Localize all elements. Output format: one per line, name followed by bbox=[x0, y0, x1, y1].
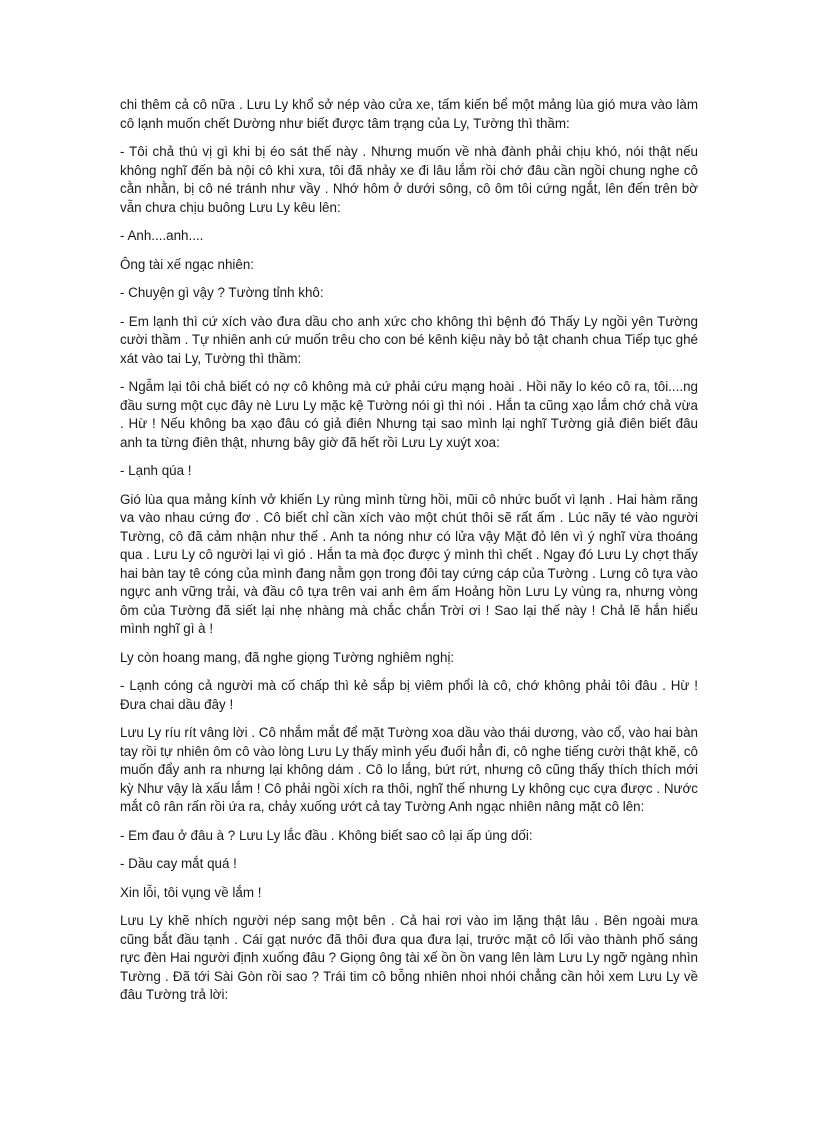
paragraph: - Ngẫm lại tôi chả biết có nợ cô không mà cứ phải cứu mạng hoài . Hồi nãy lo kéo cô ra, tôi....ng đầu sưng một cục đây nè Lưu Ly mặc kệ Tường nói gì thì nói . Hắn ta cũng xạo lắm chớ chả vừa . Hừ ! Nếu không ba xạo đâu có giả điên Nhưng tại sao mình lại nghĩ Tường giả điên biết đâu anh ta từng điên thật, nhưng bây giờ đã hết rồi Lưu Ly xuýt xoa: bbox=[120, 379, 698, 450]
paragraph: - Chuyện gì vậy ? Tường tỉnh khô: bbox=[120, 285, 324, 300]
paragraph: - Em đau ở đâu à ? Lưu Ly lắc đầu . Không biết sao cô lại ấp úng dối: bbox=[120, 827, 533, 843]
story-text bbox=[120, 96, 698, 1015]
paragraph: Gió lùa qua mảng kính vở khiến Ly rùng mình từng hồi, mũi cô nhức buốt vì lạnh . Hai hàm răng va vào nhau cứng đơ . Cô biết chỉ cần xích vào một chút thôi sẽ rất ấm . Lúc nãy té vào người Tường, cô đã cảm nhận như thế . Anh ta nóng như có lửa vậy Mặt đỏ lên vì ý nghĩ vừa thoáng qua . Lưu Ly cô người lại vì gió . Hắn ta mà đọc được ý mình thì chết . Ngay đó Lưu Ly chợt thấy hai bàn tay tê cóng của mình đang nằm gọn trong đôi tay cứng cáp của Tường . Lưng cô tựa vào ngực anh vững trải, và đầu cô tựa trên vai anh êm ấm Hoảng hồn Lưu Ly vùng ra, nhưng vòng ôm của Tường đã siết lại nhẹ nhàng mà chắc chắn Trời ơi ! Sao lại thế này ! Chả lẽ hắn hiểu mình nghĩ gì à ! bbox=[120, 491, 698, 636]
paragraph: Ông tài xế ngạc nhiên: bbox=[120, 256, 254, 272]
paragraph: Lưu Ly khẽ nhích người nép sang một bên . Cả hai rơi vào im lặng thật lâu . Bên ngoài mưa cũng bắt đầu tạnh . Cái gạt nước đã thôi đưa qua đưa lại, trước mặt cô lối vào thành phố sáng rực đèn Hai người định xuống đâu ? Giọng ông tài xế ồn ồn vang lên làm Lưu Ly ngỡ ngàng nhìn Tường . Đã tới Sài Gòn rồi sao ? Trái tim cô bỗng nhiên nhoi nhói chẳng cần hỏi xem Lưu Ly về đâu Tường trả lời: bbox=[120, 913, 698, 1002]
paragraph: - Tôi chả thú vị gì khi bị éo sát thế này . Nhưng muốn về nhà đành phải chịu khó, nói thật nếu không nghĩ đến bà nội cô khi xưa, tôi đã nhảy xe đi lâu lắm rồi chớ đâu cần ngồi chung nghe cô cằn nhằn, bị cô né tránh như vầy . Nhớ hôm ở dưới sông, cô ôm tôi cứng ngắt, lên đến trên bờ vẫn chưa chịu buông Lưu Ly kêu lên: bbox=[120, 144, 698, 215]
paragraph: Lưu Ly ríu rít vâng lời . Cô nhắm mắt để mặt Tường xoa dầu vào thái dương, vào cổ, vào hai bàn tay rồi tự nhiên ôm cô vào lòng Lưu Ly thấy mình yếu đuối hẳn đi, cô nghe tiếng cười thật khẽ, cô muốn đẩy anh ra nhưng lại không dám . Cô lo lắng, bứt rứt, nhưng cô cũng thấy thích thích mới kỳ Như vậy là xấu lắm ! Cô phải ngồi xích ra thôi, nghĩ thế nhưng Ly không cục cựa được . Nước mắt cô rân rấn rồi ứa ra, chảy xuống ướt cả tay Tường Anh ngạc nhiên nâng mặt cô lên: bbox=[120, 725, 698, 814]
paragraph: chi thêm cả cô nữa . Lưu Ly khổ sở nép vào cửa xe, tấm kiến bể một mảng lùa gió mưa vào làm cô lạnh muốn chết Dường như biết được tâm trạng của Ly, Tường thì thầm: bbox=[120, 97, 698, 131]
paragraph: - Anh....anh.... bbox=[120, 228, 204, 243]
paragraph: Xin lỗi, tôi vụng về lắm ! bbox=[120, 884, 262, 900]
paragraph: - Lạnh qúa ! bbox=[120, 463, 192, 478]
paragraph: - Lạnh cóng cả người mà cố chấp thì kẻ sắp bị viêm phổi là cô, chớ không phải tôi đâu . Hừ ! Đưa chai dầu đây ! bbox=[120, 678, 698, 712]
paragraph: Ly còn hoang mang, đã nghe giọng Tường nghiêm nghị: bbox=[120, 649, 455, 665]
paragraph: - Em lạnh thì cứ xích vào đưa dầu cho anh xức cho không thì bệnh đó Thấy Ly ngồi yên Tường cười thầm . Tự nhiên anh cứ muốn trêu cho con bé kênh kiệu này bỏ tật chanh chua Tiếp tục ghé xát vào tai Ly, Tường thì thầm: bbox=[120, 313, 698, 366]
paragraph: - Dầu cay mắt quá ! bbox=[120, 856, 237, 871]
